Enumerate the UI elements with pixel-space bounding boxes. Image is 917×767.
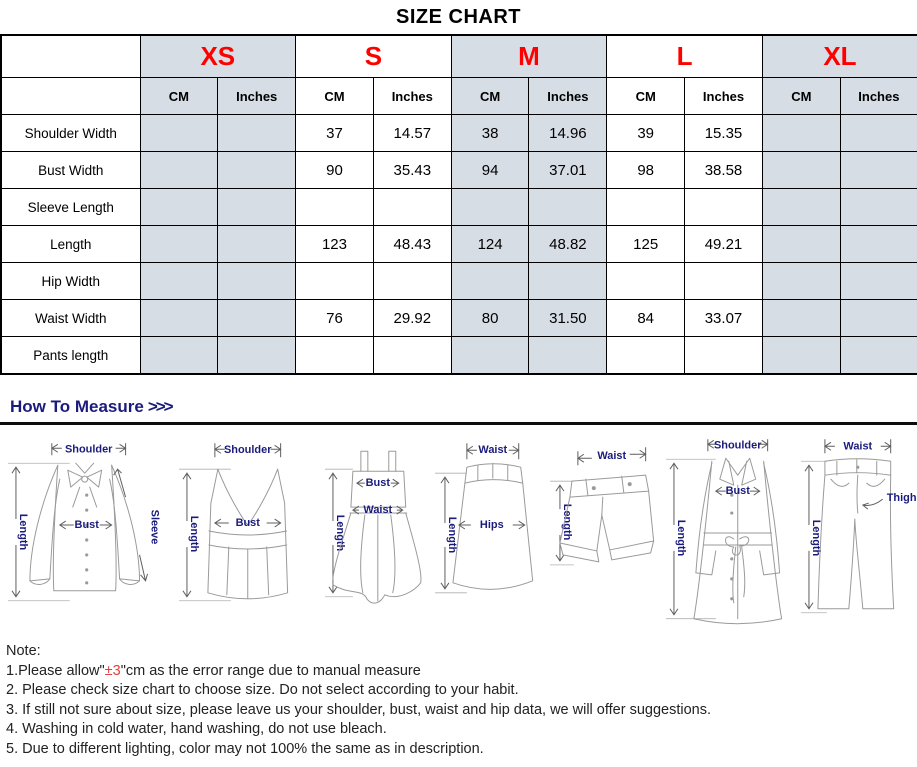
row-label: Waist Width [1,300,140,337]
size-cell [140,189,218,226]
size-cell [685,263,763,300]
tank-top-diagram [171,433,319,628]
unit-header-cm: CM [762,78,840,115]
notes-section [6,642,917,759]
note-line-5: 5. Due to different lighting, color may not 100% the same as in description. [6,740,484,757]
size-cell: 35.43 [373,152,451,189]
size-cell: 84 [607,300,685,337]
unit-header-inches: Inches [218,78,296,115]
size-header-l: L [607,35,763,78]
hips-label: Hips [479,519,504,532]
page-title: SIZE CHART [396,6,521,28]
size-cell [218,152,296,189]
size-cell [218,115,296,152]
size-cell: 14.57 [373,115,451,152]
size-cell [607,263,685,300]
size-cell [840,263,917,300]
size-cell: 38.58 [685,152,763,189]
unit-header-cm: CM [296,78,374,115]
size-cell [218,226,296,263]
corner-cell [1,78,140,115]
thigh-label: Thigh [887,492,917,505]
skirt-diagram [431,433,543,628]
waist-label: Waist [363,504,393,517]
measure-diagrams [0,433,917,628]
size-cell [373,337,451,375]
table-row [1,226,917,263]
blouse-diagram [0,433,171,628]
pants-diagram [797,433,917,628]
size-cell: 37 [296,115,374,152]
size-cell [762,226,840,263]
unit-header-inches: Inches [840,78,917,115]
row-label: Hip Width [1,263,140,300]
note-line-3: 3. If still not sure about size, please leave us your shoulder, bust, waist and hip data, we will offer suggestions. [6,701,711,718]
unit-header-cm: CM [451,78,529,115]
row-label: Pants length [1,337,140,375]
waist-label: Waist [477,444,507,457]
size-cell: 90 [296,152,374,189]
size-cell: 39 [607,115,685,152]
size-cell: 123 [296,226,374,263]
size-cell [296,189,374,226]
size-cell [840,300,917,337]
length-label: Length [188,515,201,553]
length-label: Length [16,513,29,551]
unit-header-inches: Inches [685,78,763,115]
size-cell [840,152,917,189]
bust-label: Bust [74,519,99,532]
size-table [0,34,917,375]
size-cell: 48.82 [529,226,607,263]
size-cell: 49.21 [685,226,763,263]
waist-label: Waist [843,440,873,453]
length-label: Length [445,516,458,554]
size-cell: 80 [451,300,529,337]
size-header-row [1,35,917,78]
size-cell [840,189,917,226]
size-cell: 31.50 [529,300,607,337]
note-line-2: 2. Please check size chart to choose size. Do not select according to your habit. [6,682,519,698]
size-cell [296,263,374,300]
unit-header-cm: CM [607,78,685,115]
size-cell: 14.96 [529,115,607,152]
coat-diagram [660,433,798,628]
size-cell [296,337,374,375]
row-label: Sleeve Length [1,189,140,226]
size-header-xl: XL [762,35,917,78]
note-line-4: 4. Washing in cold water, hand washing, do not use bleach. [6,721,387,737]
size-cell [140,337,218,375]
divider-rule [0,422,917,425]
size-cell [451,337,529,375]
unit-header-inches: Inches [373,78,451,115]
size-cell [140,263,218,300]
corner-cell [1,35,140,78]
size-cell [140,300,218,337]
length-label: Length [333,514,346,552]
size-header-m: M [451,35,607,78]
size-cell [840,226,917,263]
size-cell: 98 [607,152,685,189]
table-row [1,263,917,300]
size-cell [140,226,218,263]
size-cell [218,300,296,337]
size-cell [762,152,840,189]
size-cell [762,300,840,337]
dress-diagram [319,433,431,628]
size-cell [607,337,685,375]
row-label: Bust Width [1,152,140,189]
size-cell [762,189,840,226]
chevrons-icon: >>> [147,397,172,416]
shoulder-label: Shoulder [224,444,272,457]
table-row [1,152,917,189]
table-row [1,300,917,337]
size-cell: 124 [451,226,529,263]
size-cell [685,189,763,226]
size-cell [140,115,218,152]
size-cell [762,115,840,152]
size-cell [762,263,840,300]
size-cell [529,263,607,300]
shoulder-label: Shoulder [64,443,113,456]
bust-label: Bust [725,485,750,498]
size-cell [218,263,296,300]
sleeve-label: Sleeve [148,509,161,545]
tolerance-value: ±3 [104,662,121,679]
unit-header-inches: Inches [529,78,607,115]
bust-label: Bust [236,517,261,530]
unit-header-row [1,78,917,115]
waist-label: Waist [597,450,627,463]
size-cell [529,337,607,375]
shoulder-label: Shoulder [713,439,762,452]
how-to-measure-heading: How To Measure >>> [10,397,172,416]
table-row [1,189,917,226]
size-header-s: S [296,35,452,78]
length-label: Length [674,519,687,557]
shorts-diagram [542,433,660,628]
bust-label: Bust [365,477,390,490]
row-label: Shoulder Width [1,115,140,152]
size-cell [373,189,451,226]
size-cell: 38 [451,115,529,152]
size-cell: 76 [296,300,374,337]
size-header-xs: XS [140,35,296,78]
size-cell: 48.43 [373,226,451,263]
note-line-1: 1.Please allow"±3"cm as the error range due to manual measure [6,662,421,679]
notes-heading: Note: [6,643,41,659]
size-cell: 125 [607,226,685,263]
size-cell [451,189,529,226]
size-cell: 33.07 [685,300,763,337]
size-cell [840,337,917,375]
size-cell [685,337,763,375]
table-row [1,337,917,375]
length-label: Length [561,503,574,541]
length-label: Length [810,519,823,557]
size-cell: 37.01 [529,152,607,189]
size-cell: 94 [451,152,529,189]
size-cell [607,189,685,226]
size-cell [529,189,607,226]
size-cell [218,189,296,226]
size-cell [218,337,296,375]
size-cell [840,115,917,152]
size-cell [373,263,451,300]
table-row [1,115,917,152]
size-cell: 29.92 [373,300,451,337]
size-cell [451,263,529,300]
size-cell [140,152,218,189]
size-cell [762,337,840,375]
unit-header-cm: CM [140,78,218,115]
row-label: Length [1,226,140,263]
size-cell: 15.35 [685,115,763,152]
